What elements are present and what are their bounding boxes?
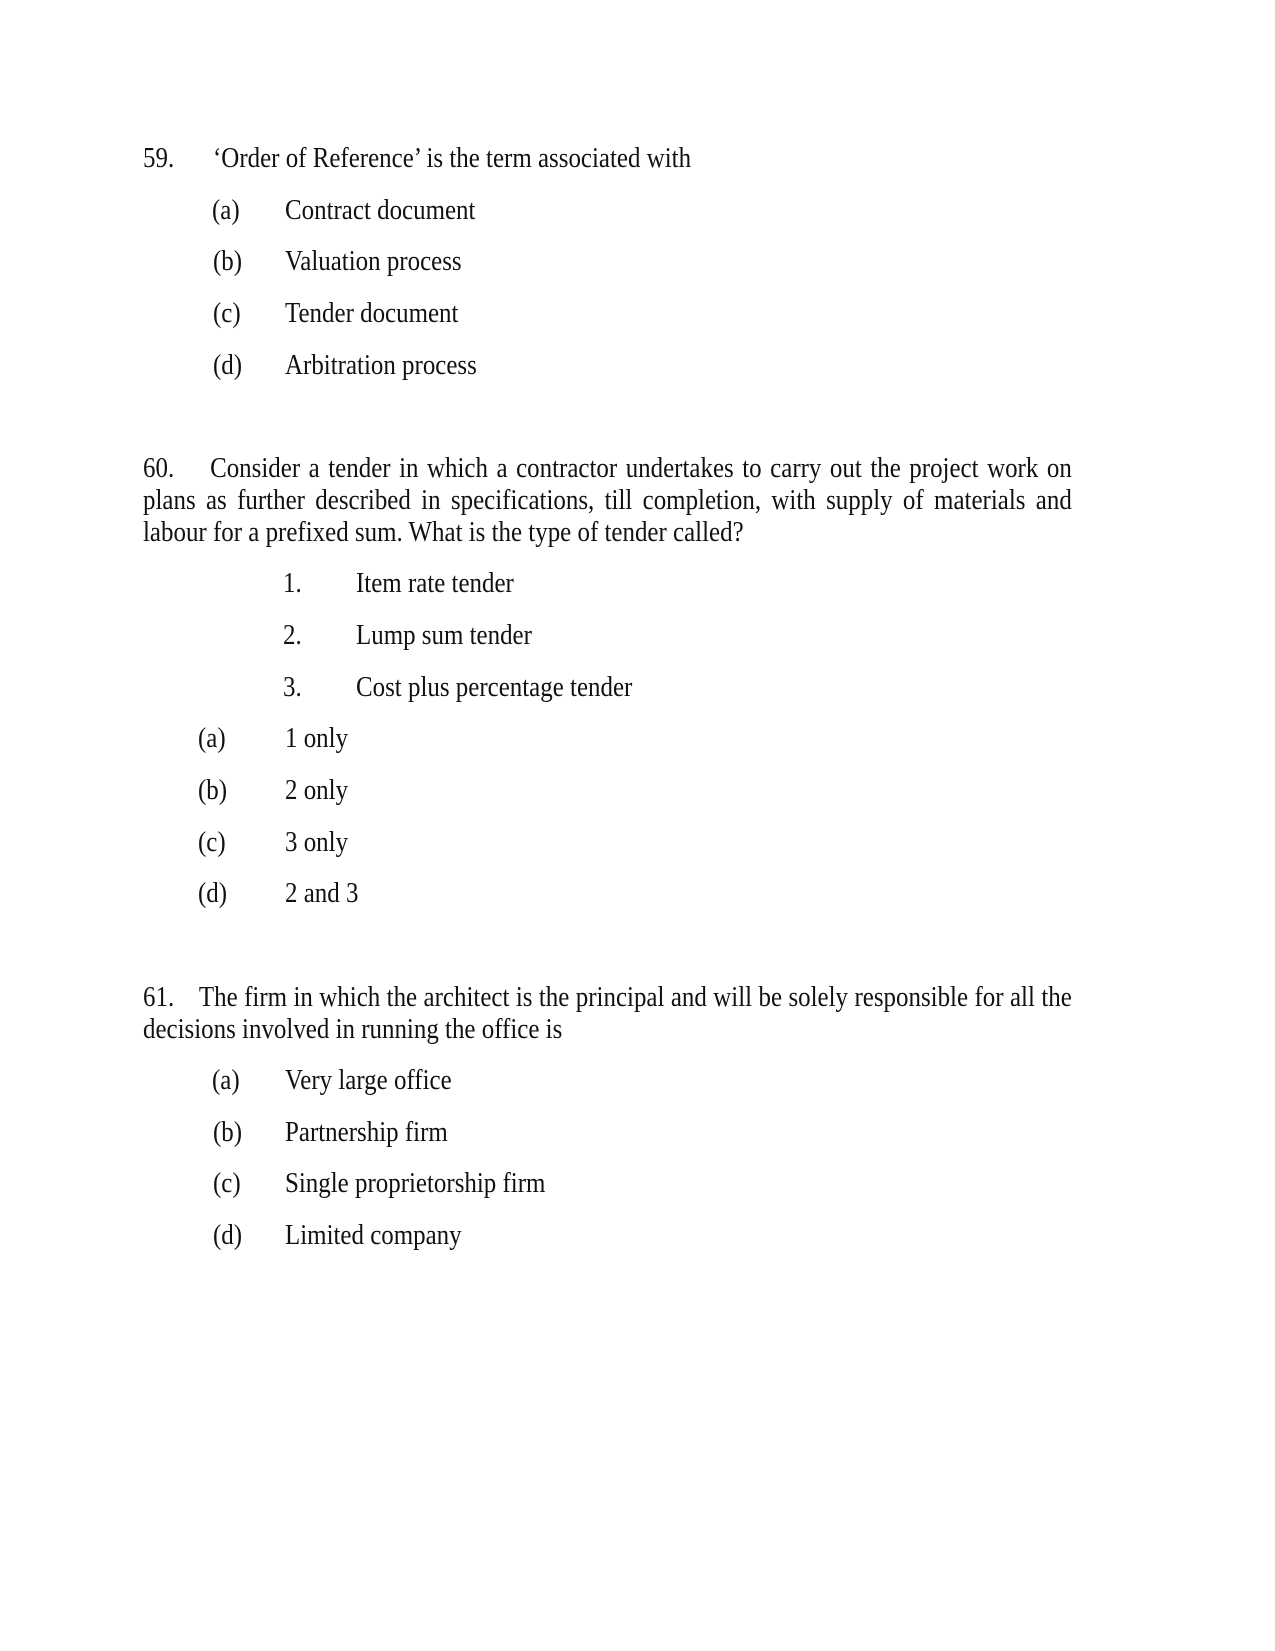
question-number: 61. — [143, 981, 175, 1013]
statement-text: Item rate tender — [356, 567, 514, 599]
option-label: (c) — [213, 297, 241, 329]
statement-text: Cost plus percentage tender — [356, 671, 633, 703]
option-text: Valuation process — [285, 245, 462, 277]
option-label: (a) — [212, 194, 240, 226]
option-label: (c) — [213, 1167, 241, 1199]
option-label: (b) — [198, 774, 228, 806]
question-text: ‘Order of Reference’ is the term associated with — [213, 142, 692, 174]
question-paragraph — [143, 452, 1072, 548]
option-label: (d) — [198, 877, 228, 909]
statement-label: 2. — [283, 619, 302, 651]
option-text: 3 only — [285, 826, 349, 858]
option-text: Limited company — [285, 1219, 462, 1251]
option-text: Single proprietorship firm — [285, 1167, 546, 1199]
option-text: Tender document — [285, 297, 459, 329]
option-label: (d) — [213, 1219, 243, 1251]
option-text: Contract document — [285, 194, 476, 226]
option-label: (b) — [213, 1116, 243, 1148]
question-text: The firm in which the architect is the principal and will be solely responsible for all the decisions involved in running the office is — [143, 981, 1072, 1045]
question-number: 60. — [143, 452, 175, 484]
option-label: (b) — [213, 245, 243, 277]
option-text: Very large office — [285, 1064, 452, 1096]
statement-text: Lump sum tender — [356, 619, 532, 651]
option-text: 2 and 3 — [285, 877, 359, 909]
question-paragraph — [143, 981, 1072, 1045]
option-label: (a) — [212, 1064, 240, 1096]
option-text: Arbitration process — [285, 349, 477, 381]
question-text: Consider a tender in which a contractor undertakes to carry out the project work on plans as further described in specifications, till completion, with supply of materials and labour for a prefixed sum. What is the type of tender called? — [143, 452, 1072, 548]
option-text: 1 only — [285, 722, 349, 754]
option-label: (a) — [198, 722, 226, 754]
option-label: (d) — [213, 349, 243, 381]
statement-label: 1. — [283, 567, 302, 599]
option-text: Partnership firm — [285, 1116, 448, 1148]
statement-label: 3. — [283, 671, 302, 703]
option-label: (c) — [198, 826, 226, 858]
question-number: 59. — [143, 142, 175, 174]
option-text: 2 only — [285, 774, 349, 806]
